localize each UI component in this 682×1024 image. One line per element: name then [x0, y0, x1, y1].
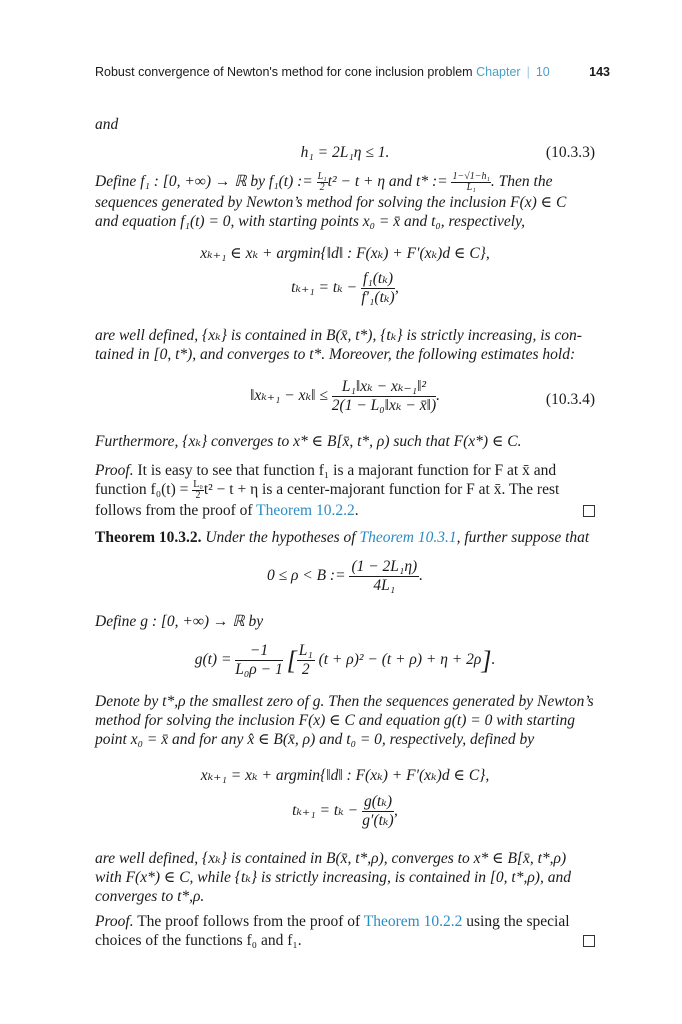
proof2-line2: choices of the functions f₀ and f₁. [95, 932, 302, 949]
frac2-num: 1−√1−h₁ [452, 171, 490, 182]
g-period: . [491, 651, 496, 669]
theorem-label: Theorem 10.3.2. [95, 529, 202, 546]
g-outer-den: L₀ρ − 1 [235, 661, 283, 678]
eq-10-3-3-number: (10.3.3) [545, 144, 595, 161]
proof1-frac-num: L₀ [193, 479, 203, 490]
define-f1-part-b: t² − t + η and t* := [327, 173, 448, 191]
conclusion-line2: with F(x*) ∈ C, while {tₖ} is strictly increasing, is contained in [0, t*,ρ), and [95, 869, 571, 886]
running-title: Robust convergence of Newton's method for cone inclusion problem [95, 65, 473, 79]
conclusion-line3: converges to t*,ρ. [95, 888, 205, 905]
g-outer-frac [235, 642, 282, 679]
theorem-10-3-1-link[interactable]: Theorem 10.3.1 [359, 529, 457, 546]
define-f1-line3: and equation f₁(t) = 0, with starting points x₀ = x̄ and t₀, respectively, [95, 213, 525, 230]
conclusion-line1: are well defined, {xₖ} is contained in B(x̄, t*,ρ), converges to x* ∈ B[x̄, t*,ρ) [95, 850, 567, 867]
g-right-bracket: ] [481, 646, 492, 675]
g-left-bracket: [ [286, 646, 297, 675]
qed-box [583, 505, 595, 517]
page-number: 143 [589, 65, 610, 79]
proof2-text-b: using the special [462, 913, 570, 930]
define-f1-frac2 [451, 172, 490, 193]
seq2-t-frac [362, 793, 394, 830]
equation-10-3-3 [95, 143, 595, 162]
proof1-line1: It is easy to see that function f₁ is a majorant function for F at x̄ and [133, 462, 557, 479]
theorem-text-a: Under the hypotheses of [201, 529, 360, 546]
rho-num: (1 − 2L₁η) [351, 558, 418, 575]
g-outer-num: −1 [235, 642, 282, 661]
chapter-label: Chapter [476, 65, 521, 79]
well-defined-paragraph [95, 326, 595, 364]
rho-condition [95, 558, 595, 595]
est-den: 2(1 − L₀‖xₖ − x̄‖) [331, 397, 437, 414]
proof-2 [95, 912, 595, 950]
define-f1-line2: sequences generated by Newton’s method for solving the inclusion F(x) ∈ C [95, 194, 567, 211]
g-inner-den: 2 [301, 661, 310, 678]
chapter-number: 10 [535, 65, 550, 79]
denote-line1: Denote by t*,ρ the smallest zero of g. Then the sequences generated by Newton’s [95, 693, 594, 710]
seq2-t-comma: , [394, 802, 398, 820]
seq-t-frac [361, 270, 395, 307]
g-rest: (t + ρ)² − (t + ρ) + η + 2ρ [318, 651, 482, 669]
eq-10-3-4-number: (10.3.4) [545, 391, 595, 408]
g-inner-num: L₁ [298, 642, 313, 659]
sequence-x: xₖ₊₁ ∈ xₖ + argmin{‖d‖ : F(xₖ) + F′(xₖ)d ∈ C}, [200, 245, 490, 262]
frac1-num: L₁ [317, 171, 327, 182]
proof-1 [95, 461, 595, 520]
theorem-10-2-2-link-2[interactable]: Theorem 10.2.2 [363, 913, 463, 930]
frac1-den: 2 [319, 182, 325, 193]
theorem-10-3-2 [95, 528, 595, 547]
theorem-10-2-2-link[interactable]: Theorem 10.2.2 [256, 502, 355, 519]
seq-t-num: f₁(tₖ) [363, 270, 394, 287]
g-lhs: g(t) = [194, 651, 232, 669]
proof2-text-a: The proof follows from the proof of [133, 913, 364, 930]
seq2-t-den: g′(tₖ) [362, 812, 394, 829]
and-text: and [95, 116, 119, 133]
frac2-den: L₁ [466, 182, 476, 193]
theorem-text-b: , further suppose that [456, 529, 590, 546]
well-defined-line2: tained in [0, t*), and converges to t*. Moreover, the following estimates hold: [95, 346, 576, 363]
proof1-period: . [354, 502, 359, 519]
seq-t-den: f′₁(tₖ) [361, 289, 395, 306]
proof1-line2-b: t² − t + η is a center-majorant function for F at x̄. The rest [203, 481, 560, 499]
proof1-line2-a: function f₀(t) = [95, 481, 189, 499]
rho-lhs: 0 ≤ ρ < B := [266, 567, 346, 585]
sequence2-x: xₖ₊₁ = xₖ + argmin{‖d‖ : F(xₖ) + F′(xₖ)d ∈ C}, [200, 767, 490, 784]
proof1-frac-den: 2 [195, 490, 201, 501]
est-period: . [436, 387, 441, 405]
proof1-line3: follows from the proof of [95, 502, 257, 519]
furthermore-text: Furthermore, {xₖ} converges to x* ∈ B[x̄, t*, ρ) such that F(x*) ∈ C. [95, 433, 522, 450]
well-defined-line1: are well defined, {xₖ} is contained in B(x̄, t*), {tₖ} is strictly increasing, is con- [95, 327, 582, 344]
header-separator: | [526, 65, 530, 79]
define-f1-line1 [95, 172, 595, 193]
denote-paragraph [95, 692, 595, 749]
running-header [95, 65, 610, 85]
conclusion-paragraph [95, 849, 595, 906]
rho-frac [349, 558, 419, 595]
eq-10-3-3-body: h₁ = 2L₁η ≤ 1. [300, 144, 390, 161]
g-definition [95, 642, 595, 679]
header-text [95, 65, 550, 79]
rho-period: . [419, 567, 424, 585]
qed-box-2 [583, 935, 595, 947]
seq-t-comma: , [395, 279, 399, 297]
sequence2-t [95, 793, 595, 830]
est-lhs: ‖xₖ₊₁ − xₖ‖ ≤ [249, 387, 328, 405]
define-f1-part-a: Define f₁ : [0, +∞) → ℝ by f₁(t) := [95, 173, 313, 191]
est-num: L₁‖xₖ − xₖ₋₁‖² [332, 378, 436, 397]
define-f1-part-c: . Then the [490, 173, 553, 191]
seq-t-lhs: tₖ₊₁ = tₖ − [291, 279, 358, 297]
define-f1-paragraph [95, 172, 595, 231]
proof1-frac [192, 480, 204, 501]
define-f1-frac1 [317, 172, 328, 193]
sequence-t [95, 270, 595, 307]
define-g-text: Define g : [0, +∞) → ℝ by [95, 613, 264, 630]
rho-den: 4L₁ [373, 577, 396, 594]
est-frac [332, 378, 436, 415]
seq2-t-lhs: tₖ₊₁ = tₖ − [292, 802, 359, 820]
seq2-t-num: g(tₖ) [364, 793, 393, 810]
denote-line2: method for solving the inclusion F(x) ∈ C and equation g(t) = 0 with starting [95, 712, 576, 729]
equation-10-3-4 [95, 378, 595, 415]
denote-line3: point x₀ = x̄ and for any x̂ ∈ B(x̄, ρ) and t₀ = 0, respectively, defined by [95, 731, 535, 748]
g-inner-frac [297, 642, 315, 679]
proof1-label: Proof. [95, 462, 134, 479]
proof2-label: Proof. [95, 913, 134, 930]
